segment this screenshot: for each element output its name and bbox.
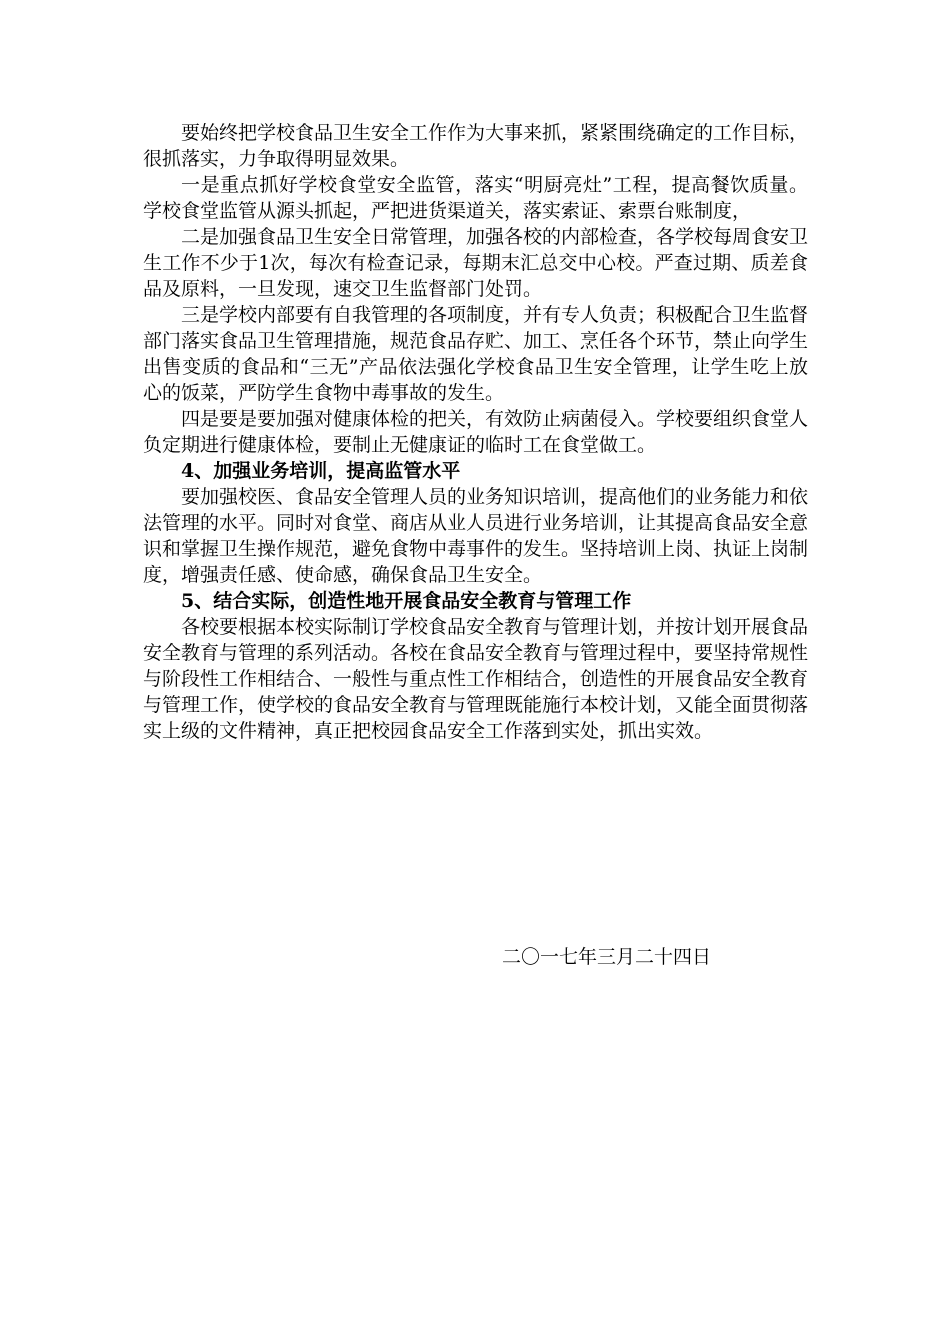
section-heading: 4、加强业务培训，提高监管水平 <box>181 460 461 482</box>
section-heading: 5、结合实际，创造性地开展食品安全教育与管理工作 <box>181 590 632 612</box>
body-paragraph: 四是要是要加强对健康体检的把关，有效防止病菌侵入。学校要组织食堂人负定期进行健康体检，要制止无健康证的临时工在食堂做工。 <box>143 408 809 456</box>
body-paragraph: 各校要根据本校实际制订学校食品安全教育与管理计划，并按计划开展食品安全教育与管理的系列活动。各校在食品安全教育与管理过程中，要坚持常规性与阶段性工作相结合、一般性与重点性工作相结合，创造性的开展食品安全教育与管理工作，使学校的食品安全教育与管理既能施行本校计划，又能全面贯彻落实上级的文件精神，真正把校园食品安全工作落到实处，抓出实效。 <box>143 616 809 742</box>
body-paragraph: 三是学校内部要有自我管理的各项制度，并有专人负责；积极配合卫生监督部门落实食品卫生管理措施，规范食品存贮、加工、烹任各个环节，禁止向学生出售变质的食品和“三无”产品依法强化学校食品卫生安全管理，让学生吃上放心的饭菜，严防学生食物中毒事故的发生。 <box>143 304 809 404</box>
body-paragraph: 要加强校医、食品安全管理人员的业务知识培训，提高他们的业务能力和依法管理的水平。同时对食堂、商店从业人员进行业务培训，让其提高食品安全意识和掌握卫生操作规范，避免食物中毒事件的发生。坚持培训上岗、执证上岗制度，增强责任感、使命感，确保食品卫生安全。 <box>143 486 809 586</box>
document-date: 二〇一七年三月二十四日 <box>502 946 712 968</box>
body-paragraph: 一是重点抓好学校食堂安全监管，落实“明厨亮灶”工程，提高餐饮质量。学校食堂监管从源头抓起，严把进货渠道关，落实索证、索票台账制度， <box>143 174 808 222</box>
body-paragraph: 二是加强食品卫生安全日常管理，加强各校的内部检查，各学校每周食安卫生工作不少于1次，每次有检查记录，每期末汇总交中心校。严查过期、质差食品及原料，一旦发现，速交卫生监督部门处罚。 <box>143 226 809 300</box>
body-paragraph: 要始终把学校食品卫生安全工作作为大事来抓，紧紧围绕确定的工作目标，很抓落实，力争取得明显效果。 <box>143 122 809 170</box>
document-body <box>143 120 808 744</box>
